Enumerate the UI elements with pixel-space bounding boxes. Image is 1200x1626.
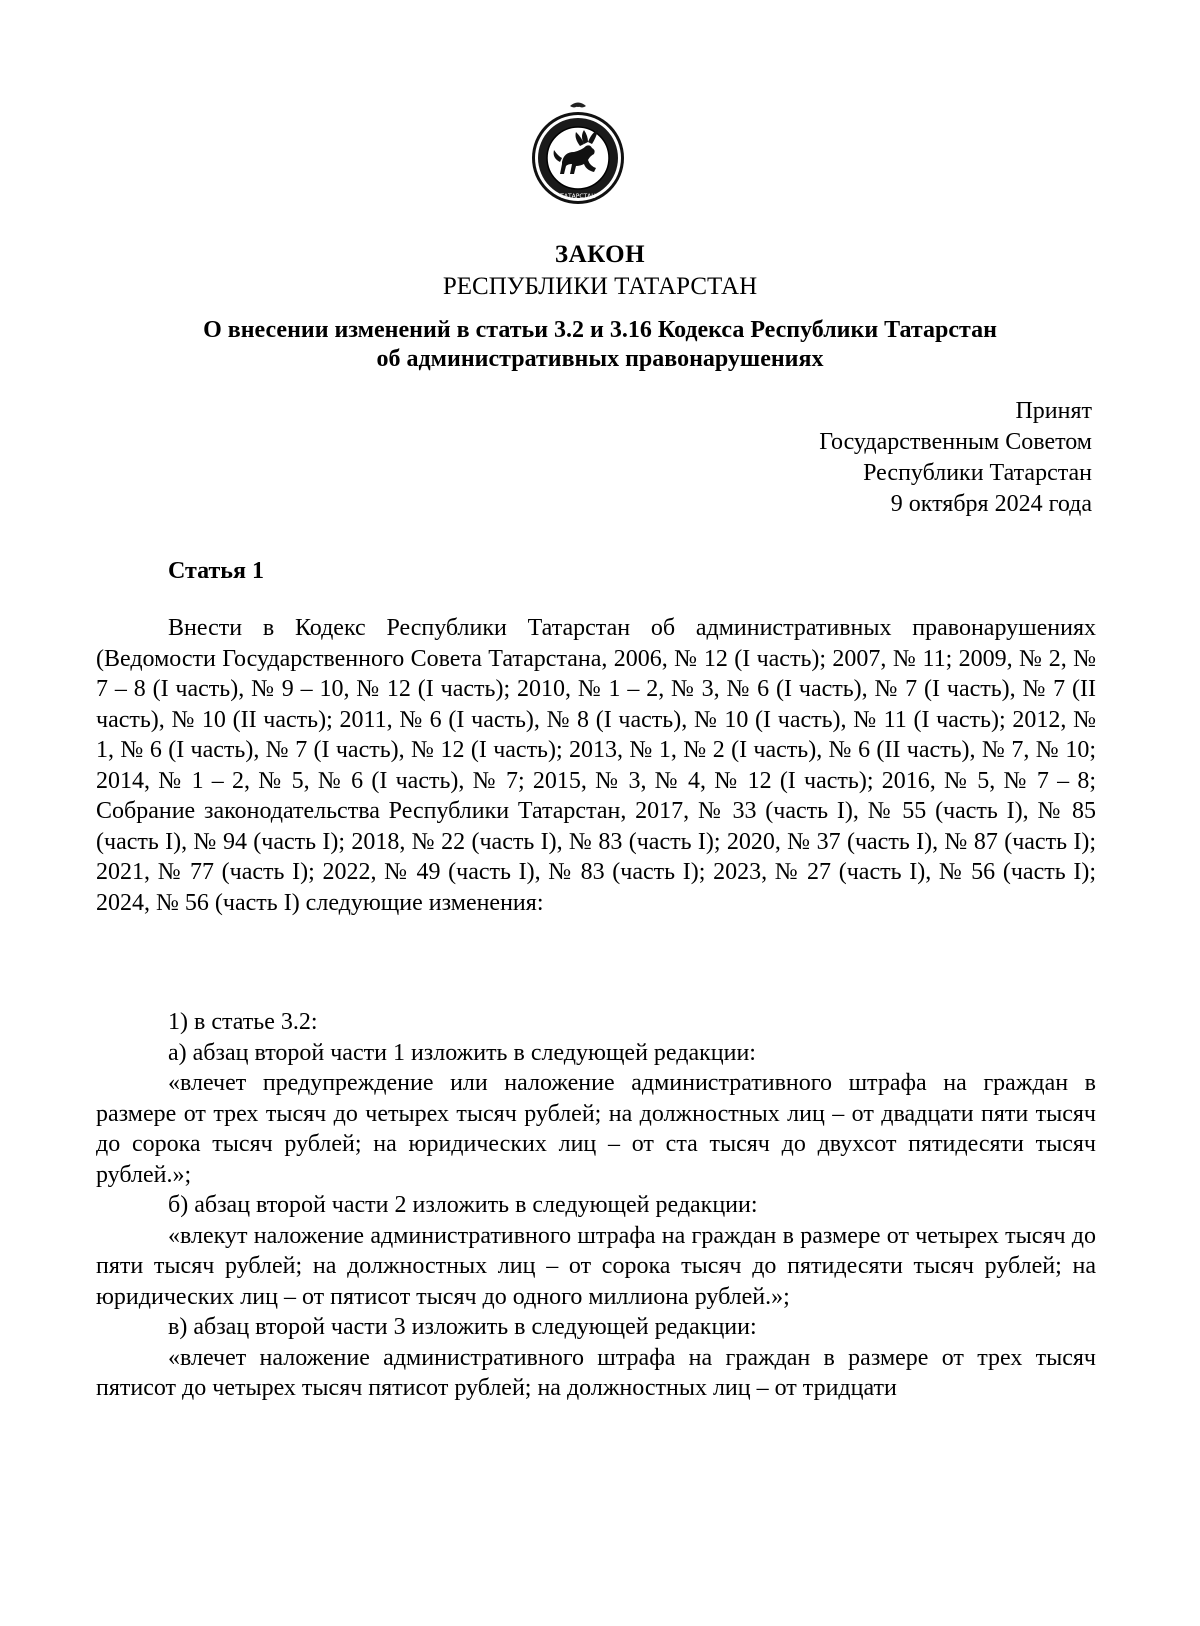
adoption-line-3: Республики Татарстан xyxy=(863,460,1092,486)
article-title: Статья 1 xyxy=(168,558,264,584)
law-title: ЗАКОН xyxy=(554,241,646,268)
emblem-label: ТАТАРСТАН xyxy=(560,193,596,200)
list-item: 1) в статье 3.2: xyxy=(168,1009,318,1035)
article-intro-block xyxy=(96,613,1096,918)
list-item: б) абзац второй части 2 изложить в следующей редакции: xyxy=(168,1192,758,1218)
adoption-line-2: Государственным Советом xyxy=(819,429,1092,455)
adoption-date: 9 октября 2024 года xyxy=(890,491,1092,517)
list-item: а) абзац второй части 1 изложить в следующей редакции: xyxy=(168,1039,756,1066)
subject-line-1: О внесении изменений в статьи 3.2 и 3.16 Кодекса Республики Татарстан xyxy=(203,317,997,343)
list-item: «влечет наложение административного штрафа на граждан в размере от трех тысяч пятисот до четырех тысяч пятисот рублей; на должностных лиц – от тридцати xyxy=(96,1344,1096,1401)
adoption-line-1: Принят xyxy=(1015,398,1092,424)
subject-line-2: об административных правонарушениях xyxy=(376,346,824,372)
list-item: «влекут наложение административного штрафа на граждан в размере от четырех тысяч до пяти тысяч рублей; на должностных лиц – от сорока тысяч до пятидесяти тысяч рублей; на юридических лиц – от пятисот тысяч до одного миллиона рублей.»; xyxy=(96,1222,1096,1310)
article-intro-paragraph: Внести в Кодекс Республики Татарстан об административных правонарушениях (Ведомости Государственного Совета Татарстана, 2006, № 12 (I часть); 2007, № 11; 2009, № 2, № 7 – 8 (I часть), № 9 – 10, № 12 (I часть); 2010, № 1 – 2, № 3, № 6 (I часть), № 7 (I часть), № 7 (II часть), № 10 (II часть); 2011, № 6 (I часть), № 8 (I часть), № 10 (I часть), № 11 (I часть); 2012, № 1, № 6 (I часть), № 7 (I часть), № 12 (I часть); 2013, № 1, № 2 (I часть), № 6 (II часть), № 7, № 10; 2014, № 1 – 2, № 5, № 6 (I часть), № 7; 2015, № 3, № 4, № 12 (I часть); 2016, № 5, № 7 – 8; Собрание законодательства Республики Татарстан, 2017, № 33 (часть I), № 55 (часть I), № 85 (часть I), № 94 (часть I); 2018, № 22 (часть I), № 83 (часть I); 2020, № 37 (часть I), № 87 (часть I); 2021, № 77 (часть I); 2022, № 49 (часть I), № 83 (часть I); 2023, № 27 (часть I), № 56 (часть I); 2024, № 56 (часть I) следующие изменения: xyxy=(96,615,1096,916)
emblem-ornament xyxy=(570,103,586,108)
article-items-block xyxy=(96,1007,1096,1404)
republic-title: РЕСПУБЛИКИ ТАТАРСТАН xyxy=(442,273,758,300)
list-item: «влечет предупреждение или наложение административного штрафа на граждан в размере от трех тысяч до четырех тысяч рублей; на должностных лиц – от двадцати пяти тысяч до сорока тысяч рублей; на юридических лиц – от ста тысяч до двухсот пятидесяти тысяч рублей.»; xyxy=(96,1070,1096,1188)
adoption-block xyxy=(819,396,1092,520)
tatarstan-emblem-icon xyxy=(526,100,630,208)
list-item: в) абзац второй части 3 изложить в следующей редакции: xyxy=(168,1314,757,1340)
